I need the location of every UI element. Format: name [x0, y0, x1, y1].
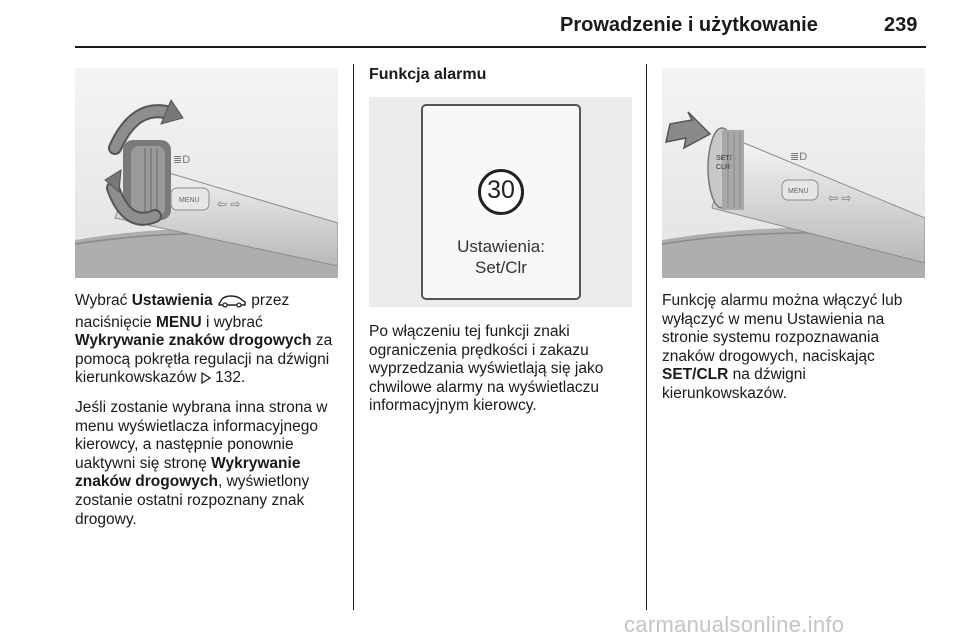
- column-divider-right: [646, 64, 647, 610]
- set-clr-term: SET/CLR: [662, 366, 729, 384]
- lever-menu-label-right: MENU: [788, 188, 809, 195]
- left-column-text: [75, 292, 345, 537]
- lever-menu-label: MENU: [179, 197, 200, 204]
- display-line-1: Ustawienia:: [457, 237, 545, 256]
- p1-text-4: za pomocą pokrętła regulacji na dźwigni kierunkowskazów: [75, 332, 333, 387]
- right-p1-text-2: na dźwigni kierunkowskazów.: [662, 366, 806, 402]
- watermark: carmanualsonline.info: [624, 612, 845, 637]
- p1-text-2: przez naciśnięcie: [75, 292, 290, 331]
- middle-column-text: [369, 323, 639, 424]
- page-number: 239: [884, 14, 918, 36]
- settings-term: Ustawienia: [131, 292, 213, 309]
- traffic-sign-recognition-term: Wykrywanie znaków drogowych: [75, 332, 312, 350]
- column-divider-left: [353, 64, 354, 610]
- svg-text:⇦ ⇨: ⇦ ⇨: [217, 197, 241, 211]
- svg-text:≣D: ≣D: [173, 154, 191, 166]
- lever-wheel-figure: [75, 68, 338, 278]
- car-settings-icon: [217, 294, 247, 314]
- driver-info-display-figure: [369, 97, 632, 307]
- header-rule: [75, 46, 926, 48]
- p1-text-5: .: [240, 369, 246, 387]
- p1-text-1: Wybrać: [75, 292, 132, 309]
- alarm-description: Po włączeniu tej funkcji znaki ograniczenia prędkości i zakazu wyprzedzania wyświetlają się jako chwilowe alarmy na wyświetlaczu informacyjnym kierowcy.: [369, 323, 604, 415]
- right-p1-text-1: Funkcję alarmu można włączyć lub wyłączyć w menu Ustawienia na stronie systemu rozpoznawania znaków drogowych, naciskając: [662, 292, 903, 365]
- menu-term: MENU: [156, 313, 202, 331]
- p2-text-2: , wyświetlony zostanie ostatni rozpoznany znak drogowy.: [75, 473, 310, 528]
- traffic-sign-recognition-term-2: Wykrywanie znaków drogowych: [75, 454, 301, 491]
- lever-set-clr-figure: [662, 68, 925, 278]
- page-reference-link[interactable]: 132: [215, 369, 241, 387]
- set-clr-label-top: SET/: [716, 155, 732, 162]
- right-column-text: [662, 292, 932, 412]
- p2-text-1: Jeśli zostanie wybrana inna strona w menu wyświetlacza informacyjnego kierowcy, a następnie ponownie uaktywni się stronę: [75, 398, 328, 472]
- page-reference-icon: [201, 371, 211, 391]
- svg-text:⇦ ⇨: ⇦ ⇨: [828, 191, 852, 205]
- svg-text:≣D: ≣D: [790, 151, 808, 163]
- display-line-2: Set/Clr: [475, 258, 527, 277]
- speed-limit-value: 30: [487, 176, 515, 204]
- set-clr-label-bottom: CLR: [716, 164, 731, 171]
- section-heading: Funkcja alarmu: [369, 66, 487, 83]
- p1-text-3: i wybrać: [201, 313, 263, 331]
- header-title: Prowadzenie i użytkowanie: [560, 14, 818, 36]
